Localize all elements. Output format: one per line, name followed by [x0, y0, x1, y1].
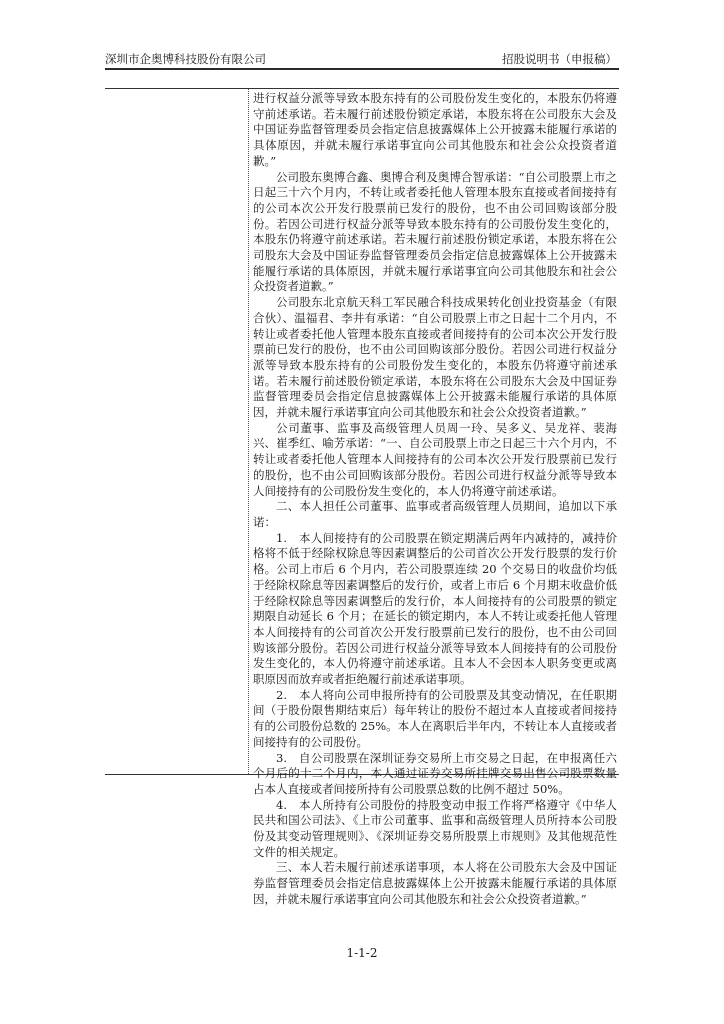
left-column-empty	[105, 89, 248, 774]
page-number: 1-1-2	[346, 946, 378, 960]
paragraph-5: 1. 本人间接持有的公司股票在锁定期满后两年内减持的，减持价格将不低于经除权除息等因素调整后的公司首次公开发行股票的发行价格。公司上市后 6 个月内，若公司股票连续 20 个交易日的收盘价均低于经除权除息等因素调整后的发行价，或者上市后 6 个月期末收盘价低于经除权除息等因素调整后的发行价，本人间接持有的公司股票的锁定期限自动延长 6 个月；在延长的锁定期内，本人不转让或委托他人管理本人间接持有的公司首次公开发行股票前已发行的股份，也不由公司回购该部分股份。若因公司进行权益分派等导致本人间接持有的公司股份发生变化的，本人仍将遵守前述承诺。且本人不会因本人职务变更或离职原因而放弃或者拒绝履行前述承诺事项。	[253, 530, 617, 687]
paragraph-4: 二、本人担任公司董事、监事或者高级管理人员期间，追加以下承诺：	[253, 499, 617, 529]
paragraph-0: 进行权益分派等导致本股东持有的公司股份发生变化的，本股东仍将遵守前述承诺。若未履行前述股份锁定承诺，本股东将在公司股东大会及中国证券监督管理委员会指定信息披露媒体上公开披露未能履行承诺的具体原因，并就未履行承诺事宜向公司其他股东和社会公众投资者道歉。”	[253, 91, 617, 168]
page-header	[105, 48, 619, 70]
paragraph-2: 公司股东北京航天科工军民融合科技成果转化创业投资基金（有限合伙）、温福君、李井有承诺：“自公司股票上市之日起十二个月内，不转让或者委托他人管理本股东直接或者间接持有的公司本次公开发行股票前已发行的股份，也不由公司回购该部分股份。若因公司进行权益分派等导致本股东持有的公司股份发生变化的，本股东仍将遵守前述承诺。若未履行前述股份锁定承诺，本股东将在公司股东大会及中国证券监督管理委员会指定信息披露媒体上公开披露未能履行承诺的具体原因，并就未履行承诺事宜向公司其他股东和社会公众投资者道歉。”	[253, 295, 617, 420]
paragraph-6: 2. 本人将向公司申报所持有的公司股票及其变动情况，在任职期间（于股份限售期结束后）每年转让的股份不超过本人直接或者间接持有的公司股份总数的 25%。本人在离职后半年内，不转让本人直接或者间接持有的公司股份。	[253, 687, 617, 749]
content-table	[105, 88, 619, 906]
paragraph-1: 公司股东奥博合鑫、奥博合利及奥博合智承诺：“自公司股票上市之日起三十六个月内，不转让或者委托他人管理本股东直接或者间接持有的公司本次公开发行股票前已发行的股份，也不由公司回购该部分股份。若因公司进行权益分派等导致本股东持有的公司股份发生变化的，本股东仍将遵守前述承诺。若未履行前述股份锁定承诺，本股东将在公司股东大会及中国证券监督管理委员会指定信息披露媒体上公开披露未能履行承诺的具体原因，并就未履行承诺事宜向公司其他股东和社会公众投资者道歉。”	[253, 169, 617, 294]
document-title: 招股说明书（申报稿）	[502, 52, 617, 66]
company-name: 深圳市企奥博科技股份有限公司	[105, 52, 266, 66]
commitment-text	[253, 91, 617, 908]
paragraph-8: 4. 本人所持有公司股份的持股变动申报工作将严格遵守《中华人民共和国公司法》、《上市公司董事、监事和高级管理人员所持本公司股份及其变动管理规则》、《深圳证券交易所股票上市规则》及其他规范性文件的相关规定。	[253, 797, 617, 859]
column-divider	[248, 89, 249, 774]
paragraph-7: 3. 自公司股票在深圳证券交易所上市交易之日起，在申报离任六个月后的十二个月内，本人通过证券交易所挂牌交易出售公司股票数量占本人直接或者间接所持有公司股票总数的比例不超过 50%。	[253, 750, 617, 796]
paragraph-9: 三、本人若未履行前述承诺事项，本人将在公司股东大会及中国证券监督管理委员会指定信息披露媒体上公开披露未能履行承诺的具体原因，并就未履行承诺事宜向公司其他股东和社会公众投资者道歉。”	[253, 860, 617, 906]
paragraph-3: 公司董事、监事及高级管理人员周一玲、吴多义、吴龙祥、裴海兴、崔季红、喻芳承诺：“一、自公司股票上市之日起三十六个月内，不转让或者委托他人管理本人间接持有的公司本次公开发行股票前已发行的股份，也不由公司回购该部分股份。若因公司进行权益分派等导致本人间接持有的公司股份发生变化的，本人仍将遵守前述承诺。	[253, 420, 617, 498]
